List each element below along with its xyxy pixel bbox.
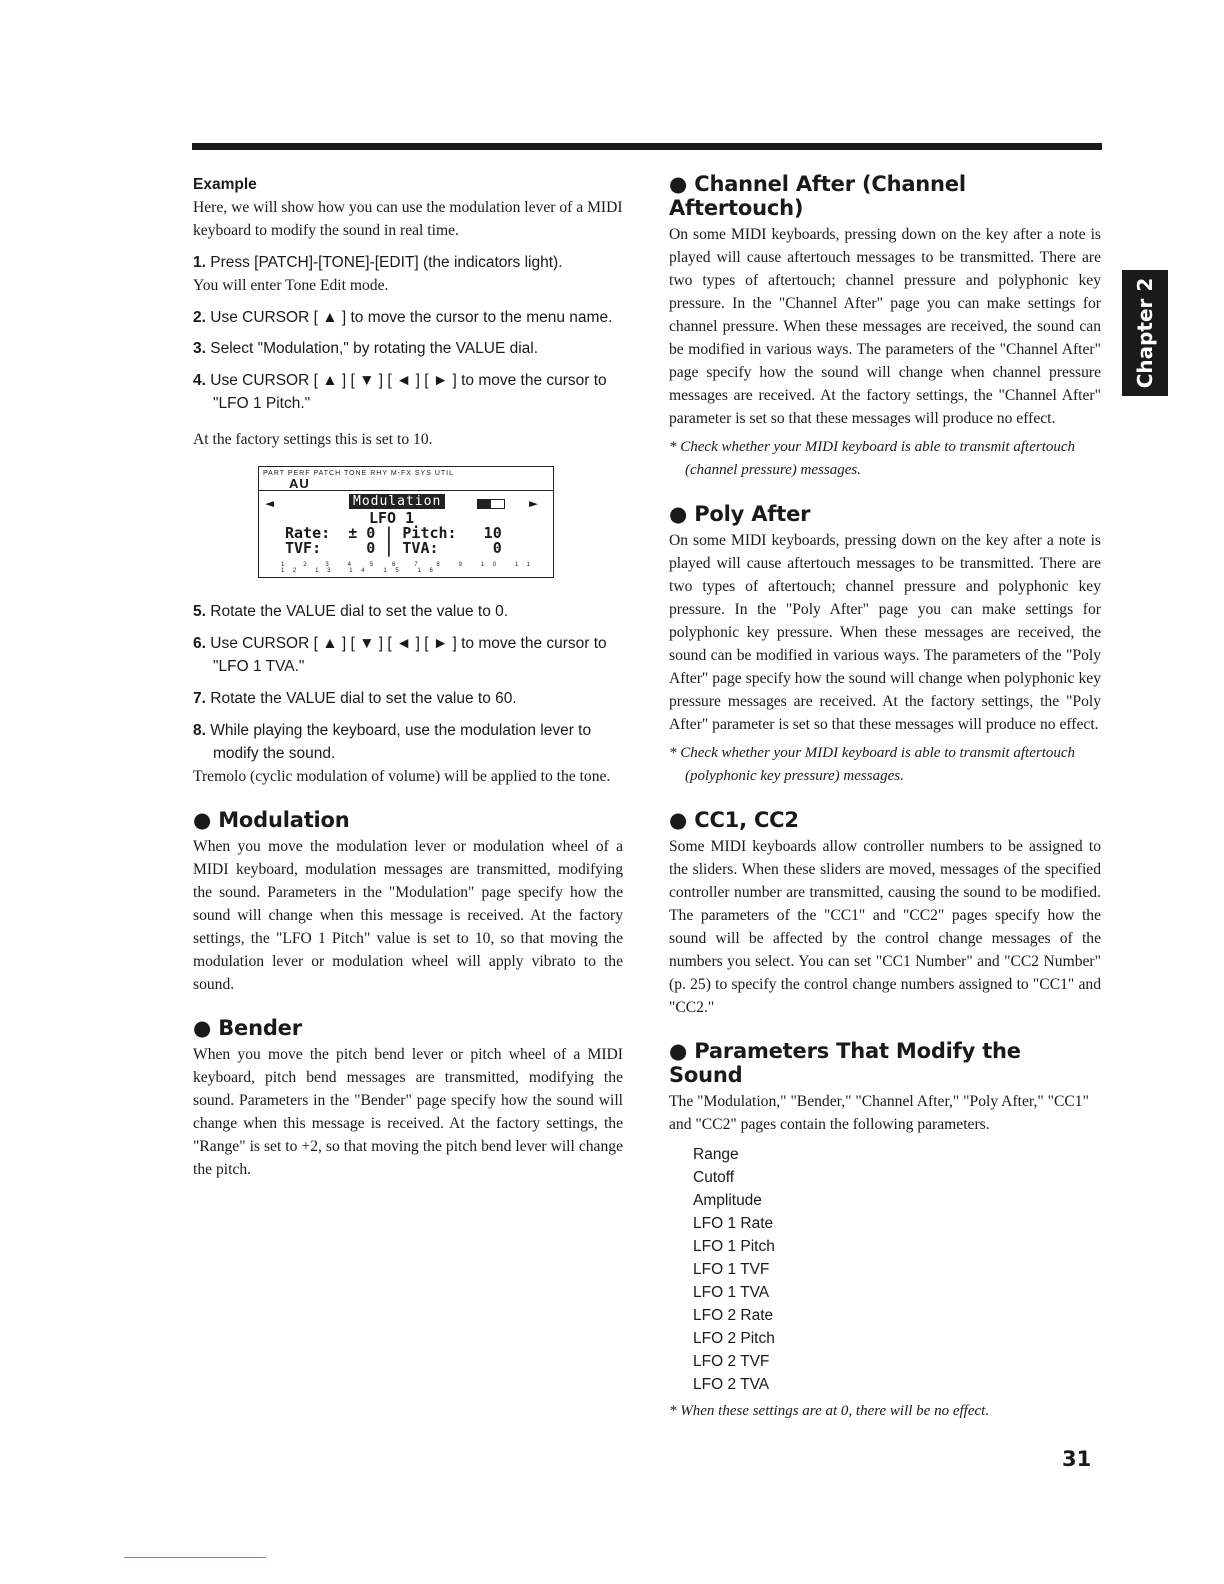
channel-after-body: On some MIDI keyboards, pressing down on the key after a note is played will cause aftertouch messages to be transmitted. There are two types of aftertouch; channel pressure and polyphonic key pressure. In the "Channel After" page you can make settings for channel pressure. When these messages are received, the sound can be modified in various ways. The parameters of the "Channel After" page specify how the sound will change when channel pressure messages are received. At the factory settings, the "Channel After" parameter is set so that these messages will produce no effect. xyxy=(669,226,1101,427)
lcd-indicators: PART PERF PATCH TONE RHY M-FX SYS UTIL xyxy=(263,470,454,477)
steps-group-c xyxy=(193,600,623,765)
top-rule xyxy=(192,143,1102,150)
step-6: 6. Use CURSOR [ ▲ ] [ ▼ ] [ ◄ ] [ ► ] to move the cursor to "LFO 1 TVA." xyxy=(193,635,607,675)
lcd-divider xyxy=(259,490,553,491)
lcd-left-arrow: ◄ xyxy=(265,494,275,512)
tremolo-text: Tremolo (cyclic modulation of volume) will be applied to the tone. xyxy=(193,768,611,785)
steps-group-b xyxy=(193,306,623,415)
step-1-result: You will enter Tone Edit mode. xyxy=(193,277,389,294)
step-3: 3. Select "Modulation," by rotating the VALUE dial. xyxy=(193,340,539,357)
poly-after-heading: ● Poly After xyxy=(669,502,811,526)
bender-body: When you move the pitch bend lever or pitch wheel of a MIDI keyboard, pitch bend messages are transmitted, modifying the sound. Parameters in the "Bender" page specify how the sound will change when this message is received. At the factory settings, the "Range" is set to +2, so that moving the pitch bend lever will change the pitch. xyxy=(193,1046,623,1178)
params-heading: ● Parameters That Modify the Sound xyxy=(669,1039,1021,1087)
list-item: Amplitude xyxy=(693,1192,762,1209)
params-body: The "Modulation," "Bender," "Channel After," "Poly After," "CC1" and "CC2" pages contain the following parameters. xyxy=(669,1093,1089,1133)
lcd-line-1: LFO 1 xyxy=(369,509,415,527)
list-item: LFO 2 Rate xyxy=(693,1307,774,1324)
list-item: LFO 2 TVF xyxy=(693,1353,770,1370)
lcd-part-number: AU xyxy=(289,476,310,491)
page-number: 31 xyxy=(1062,1447,1092,1471)
poly-after-body: On some MIDI keyboards, pressing down on the key after a note is played will cause aftertouch messages to be transmitted. There are two types of aftertouch; channel pressure and polyphonic key pressure. In the "Poly After" page you can make settings for polyphonic key pressure. When these messages are received, the sound can be modified in various ways. The parameters of the "Poly After" page specify how the sound will change when polyphonic key pressure messages are received. At the factory settings, the "Poly After" parameter is set so that these messages will produce no effect. xyxy=(669,532,1101,733)
cc-body: Some MIDI keyboards allow controller numbers to be assigned to the sliders. When these sliders are moved, messages of the specified controller number are transmitted, causing the sound to be modified. The parameters of the "CC1" and "CC2" pages specify how the sound will be affected by the control change messages of the numbers you select. You can set "CC1 Number" and "CC2 Number" (p. 25) to specify the control change numbers assigned to "CC1" and "CC2." xyxy=(669,838,1101,1016)
list-item: LFO 1 Rate xyxy=(693,1215,774,1232)
cc-heading: ● CC1, CC2 xyxy=(669,808,799,832)
bender-heading: ● Bender xyxy=(193,1016,302,1040)
lcd-page-icon xyxy=(477,499,505,509)
footer-rule xyxy=(124,1557,266,1558)
lcd-right-arrow: ► xyxy=(529,494,539,512)
step-1: 1. Press [PATCH]-[TONE]-[EDIT] (the indicators light). xyxy=(193,254,563,271)
step-5: 5. Rotate the VALUE dial to set the value to 0. xyxy=(193,603,509,620)
params-note: * When these settings are at 0, there will be no effect. xyxy=(669,1403,990,1419)
step-4: 4. Use CURSOR [ ▲ ] [ ▼ ] [ ◄ ] [ ► ] to move the cursor to "LFO 1 Pitch." xyxy=(193,372,607,412)
channel-after-note: * Check whether your MIDI keyboard is able to transmit aftertouch (channel pressure) messages. xyxy=(669,439,1076,478)
list-item: LFO 1 TVA xyxy=(693,1284,770,1301)
channel-after-heading: ● Channel After (Channel Aftertouch) xyxy=(669,172,966,220)
list-item: LFO 2 TVA xyxy=(693,1376,770,1393)
example-heading: Example xyxy=(193,176,257,193)
lcd-line-3: TVF: 0 | TVA: 0 xyxy=(285,539,502,557)
lcd-menu-name: Modulation xyxy=(349,494,445,509)
modulation-heading: ● Modulation xyxy=(193,808,350,832)
step-8: 8. While playing the keyboard, use the modulation lever to modify the sound. xyxy=(193,722,592,762)
params-list xyxy=(693,1143,1101,1396)
list-item: LFO 1 TVF xyxy=(693,1261,770,1278)
lcd-display xyxy=(258,466,554,578)
chapter-tab-label: Chapter 2 xyxy=(1133,277,1157,389)
example-intro: Here, we will show how you can use the modulation lever of a MIDI keyboard to modify the sound in real time. xyxy=(193,199,623,239)
step-2: 2. Use CURSOR [ ▲ ] to move the cursor to the menu name. xyxy=(193,309,613,326)
chapter-tab xyxy=(1122,270,1168,396)
list-item: Range xyxy=(693,1146,739,1163)
steps-group-a xyxy=(193,251,623,274)
modulation-body: When you move the modulation lever or modulation wheel of a MIDI keyboard, modulation messages are transmitted, modifying the sound. Parameters in the "Modulation" page specify how the sound will change when this message is received. At the factory settings, the "LFO 1 Pitch" value is set to 10, so that moving the modulation lever or modulation wheel will apply vibrato to the sound. xyxy=(193,838,623,993)
left-column xyxy=(193,172,623,1181)
step-7: 7. Rotate the VALUE dial to set the value to 60. xyxy=(193,690,517,707)
lcd-scale: 1 2 3 4 5 6 7 8 9 10 11 12 13 14 15 16 xyxy=(281,562,539,574)
right-column xyxy=(669,172,1101,1423)
list-item: LFO 1 Pitch xyxy=(693,1238,775,1255)
factory-note: At the factory settings this is set to 10. xyxy=(193,431,433,448)
list-item: Cutoff xyxy=(693,1169,735,1186)
list-item: LFO 2 Pitch xyxy=(693,1330,775,1347)
lcd-line-2: Rate: ± 0 | Pitch: 10 xyxy=(285,524,502,542)
poly-after-note: * Check whether your MIDI keyboard is able to transmit aftertouch (polyphonic key pressure) messages. xyxy=(669,745,1076,784)
